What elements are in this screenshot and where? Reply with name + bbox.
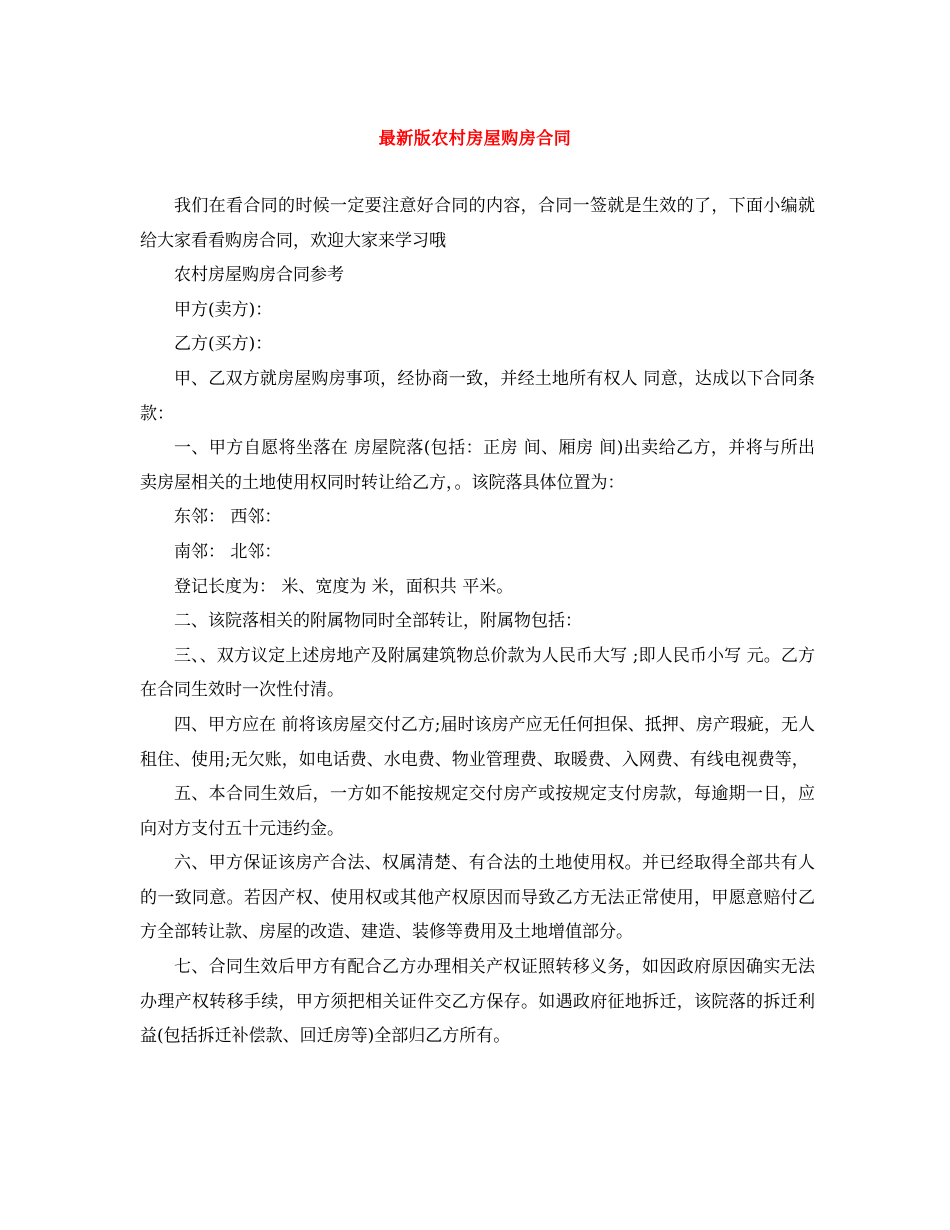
intro-paragraph: 我们在看合同的时候一定要注意好合同的内容，合同一签就是生效的了，下面小编就给大家看看购房合同，欢迎大家来学习哦 <box>140 196 815 251</box>
clause-7: 七、合同生效后甲方有配合乙方办理相关产权证照转移义务，如因政府原因确实无法办理产权转移手续，甲方须把相关证件交乙方保存。如遇政府征地拆迁，该院落的拆迁利益(包括拆迁补偿款、回迁房等)全部归乙方所有。 <box>140 957 815 1047</box>
contract-reference-heading: 农村房屋购房合同参考 <box>174 265 344 286</box>
agreement-preamble: 甲、乙双方就房屋购房事项，经协商一致，并经土地所有权人 同意，达成以下合同条款： <box>140 368 815 424</box>
boundary-south-north: 南邻： 北邻： <box>174 541 282 562</box>
document-body <box>140 189 815 1054</box>
clause-1: 一、甲方自愿将坐落在 房屋院落(包括：正房 间、厢房 间)出卖给乙方，并将与所出卖房屋相关的土地使用权同时转让给乙方，。该院落具体位置为： <box>140 438 815 493</box>
clause-4: 四、甲方应在 前将该房屋交付乙方;届时该房产应无任何担保、抵押、房产瑕疵，无人租住、使用;无欠账，如电话费、水电费、物业管理费、取暖费、入网费、有线电视费等， <box>140 714 815 770</box>
registered-dimensions: 登记长度为： 米、宽度为 米，面积共 平米。 <box>174 576 514 597</box>
party-a-line: 甲方(卖方)： <box>174 299 273 320</box>
clause-2: 二、该院落相关的附属物同时全部转让，附属物包括： <box>174 611 582 632</box>
boundary-east-west: 东邻： 西邻： <box>174 507 282 528</box>
clause-5: 五、本合同生效后，一方如不能按规定交付房产或按规定支付房款，每逾期一日，应向对方支付五十元违约金。 <box>140 784 815 839</box>
clause-6: 六、甲方保证该房产合法、权属清楚、有合法的土地使用权。并已经取得全部共有人的一致同意。若因产权、使用权或其他产权原因而导致乙方无法正常使用，甲愿意赔付乙方全部转让款、房屋的改造、建造、装修等费用及土地增值部分。 <box>140 853 815 943</box>
document-title: 最新版农村房屋购房合同 <box>378 129 572 149</box>
party-b-line: 乙方(买方)： <box>174 334 273 355</box>
clause-3: 三、、双方议定上述房地产及附属建筑物总价款为人民币大写 ;即人民币小写 元。乙方在合同生效时一次性付清。 <box>140 645 815 701</box>
